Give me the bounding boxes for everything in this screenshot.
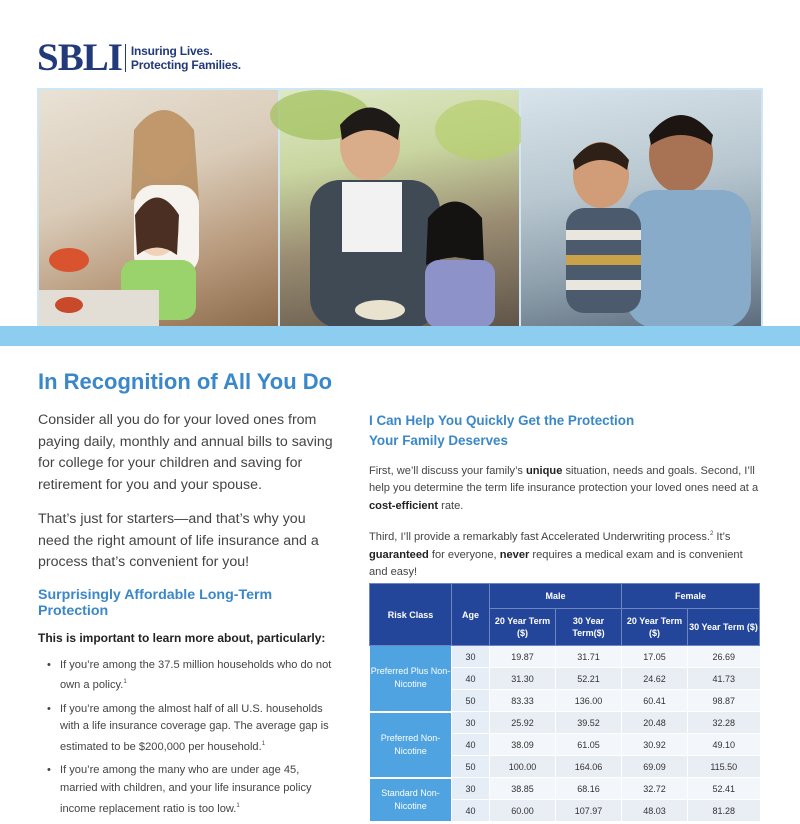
rate-cell: 24.62: [622, 668, 688, 690]
risk-class-cell: Standard Non-Nicotine: [370, 778, 452, 822]
rate-cell: 26.69: [688, 646, 760, 668]
text-segment: for everyone,: [428, 548, 500, 561]
text-segment: Third, I’ll provide a remarkably fast Accelerated Underwriting process.: [369, 531, 710, 544]
age-cell: 40: [452, 734, 490, 756]
right-column: [369, 411, 759, 592]
footnote-mark: 1: [236, 802, 240, 809]
affordable-protection-heading: Surprisingly Affordable Long-Term Protection: [38, 586, 273, 619]
sbli-logo: [37, 38, 241, 77]
family-photo-father-daughter: [280, 90, 519, 328]
reasons-list: [38, 657, 338, 819]
rate-cell: 61.05: [556, 734, 622, 756]
rate-cell: 20.48: [622, 712, 688, 734]
emphasis-guaranteed: guaranteed: [369, 548, 429, 561]
rate-cell: 39.52: [556, 712, 622, 734]
footnote-mark: 1: [261, 740, 266, 747]
rate-cell: 38.85: [490, 778, 556, 800]
rate-cell: 81.28: [688, 800, 760, 822]
photo-band: [37, 88, 763, 330]
rate-cell: 69.09: [622, 756, 688, 778]
family-photo-mother-daughter: [39, 90, 278, 328]
bullet-text: If you’re among the many who are under age 45, married with children, and your life insurance policy income replacement ratio is too low.: [60, 764, 312, 815]
rate-cell: 19.87: [490, 646, 556, 668]
left-column: [38, 410, 338, 824]
age-cell: 40: [452, 668, 490, 690]
emphasis-never: never: [499, 548, 530, 561]
tagline-line-2: Protecting Families.: [130, 57, 241, 72]
text-segment: rate.: [438, 499, 464, 512]
list-item: [38, 762, 338, 818]
risk-class-cell: Preferred Plus Non-Nicotine: [370, 646, 452, 712]
rate-cell: 49.10: [688, 734, 760, 756]
table-row: [370, 646, 760, 668]
term-rates-table: [369, 583, 760, 823]
female-20-year-header: 20 Year Term ($): [622, 609, 688, 646]
rate-cell: 136.00: [556, 690, 622, 712]
text-segment: First, we’ll discuss your family’s: [369, 465, 526, 477]
table-row: [370, 778, 760, 800]
rate-cell: 25.92: [490, 712, 556, 734]
rate-cell: 32.72: [622, 778, 688, 800]
bullet-text: If you’re among the 37.5 million households who do not own a policy.: [60, 658, 332, 692]
bullet-text: If you’re among the almost half of all U.S. households with a life insurance coverage gap. The average gap is estimated to be $200,000 per household.: [60, 702, 329, 753]
help-heading-line-1: I Can Help You Quickly Get the Protection: [369, 413, 635, 428]
intro-paragraph-2: That’s just for starters—and that’s why you need the right amount of life insurance and a process that’s convenient for you!: [38, 511, 319, 570]
text-segment: requires a medical exam and is convenient and easy!: [369, 548, 743, 579]
rate-cell: 83.33: [490, 690, 556, 712]
logo-divider: [125, 44, 126, 72]
rate-cell: 31.30: [490, 668, 556, 690]
age-cell: 30: [452, 712, 490, 734]
age-header: Age: [452, 584, 490, 646]
family-photo-father-son: [521, 90, 761, 328]
page-title: In Recognition of All You Do: [38, 369, 333, 394]
tagline-line-1: Insuring Lives.: [130, 43, 213, 58]
rate-cell: 48.03: [622, 800, 688, 822]
male-header: Male: [490, 584, 622, 609]
list-item: [38, 701, 338, 757]
help-heading-line-2: Your Family Deserves: [369, 433, 508, 448]
bullet-icon: •: [47, 658, 51, 671]
bullet-icon: •: [47, 702, 51, 715]
rate-cell: 52.41: [688, 778, 760, 800]
rate-cell: 60.41: [622, 690, 688, 712]
rate-cell: 52.21: [556, 668, 622, 690]
rate-cell: 107.97: [556, 800, 622, 822]
logo-tagline: [131, 44, 241, 72]
age-cell: 50: [452, 690, 490, 712]
rate-cell: 32.28: [688, 712, 760, 734]
rate-cell: 68.16: [556, 778, 622, 800]
female-30-year-header: 30 Year Term ($): [688, 609, 760, 646]
footnote-mark: 2: [709, 531, 714, 538]
male-30-year-header: 30 Year Term($): [556, 609, 622, 646]
help-heading: [369, 411, 759, 451]
age-cell: 40: [452, 800, 490, 822]
age-cell: 50: [452, 756, 490, 778]
text-segment: situation, needs and goals. Second, I’ll help you determine the term life insurance protection your loved ones need at a: [369, 465, 759, 495]
age-cell: 30: [452, 778, 490, 800]
process-paragraph-1: [369, 463, 759, 515]
rate-cell: 60.00: [490, 800, 556, 822]
intro-paragraph-1: Consider all you do for your loved ones from paying daily, monthly and annual bills to saving for college for your children and saving for retirement for you and your spouse.: [38, 412, 333, 493]
rate-cell: 30.92: [622, 734, 688, 756]
risk-class-header: Risk Class: [370, 584, 452, 646]
rate-cell: 98.87: [688, 690, 760, 712]
footnote-mark: 1: [123, 679, 127, 686]
age-cell: 30: [452, 646, 490, 668]
list-item: [38, 657, 338, 695]
process-paragraph-2: [369, 526, 759, 581]
emphasis-unique: unique: [526, 465, 563, 477]
rate-cell: 164.06: [556, 756, 622, 778]
rate-cell: 38.09: [490, 734, 556, 756]
rate-cell: 17.05: [622, 646, 688, 668]
rate-cell: 41.73: [688, 668, 760, 690]
female-header: Female: [622, 584, 760, 609]
decorative-blue-band: [0, 326, 800, 346]
bullet-icon: •: [47, 764, 51, 777]
table-row: [370, 712, 760, 734]
text-segment: It’s: [713, 531, 731, 544]
important-lead-text: This is important to learn more about, particularly:: [38, 630, 326, 645]
risk-class-cell: Preferred Non-Nicotine: [370, 712, 452, 778]
rate-cell: 100.00: [490, 756, 556, 778]
logo-wordmark: SBLI: [37, 36, 122, 79]
rate-cell: 31.71: [556, 646, 622, 668]
male-20-year-header: 20 Year Term ($): [490, 609, 556, 646]
emphasis-cost-efficient: cost-efficient: [369, 499, 439, 512]
rate-cell: 115.50: [688, 756, 760, 778]
